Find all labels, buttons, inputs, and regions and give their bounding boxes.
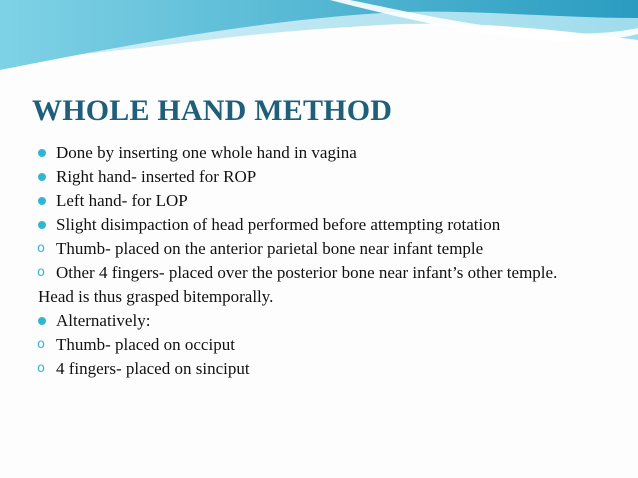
list-item-text: Left hand- for LOP xyxy=(56,191,188,210)
list-item xyxy=(32,189,622,213)
list-item xyxy=(32,165,622,189)
list-item-text: Done by inserting one whole hand in vagina xyxy=(56,143,357,162)
sub-list-item xyxy=(32,237,622,261)
list-item-text: Slight disimpaction of head performed before attempting rotation xyxy=(56,215,501,234)
bullet-circle-icon: o xyxy=(37,337,45,352)
bullet-circle-icon: o xyxy=(37,241,45,256)
content-list xyxy=(32,141,622,381)
list-item-text: Alternatively: xyxy=(56,311,151,330)
bullet-dot-icon xyxy=(38,317,46,325)
list-item xyxy=(32,309,622,333)
bullet-circle-icon: o xyxy=(37,361,45,376)
sub-list-item xyxy=(32,333,622,357)
decorative-wave-banner xyxy=(0,0,638,80)
list-item-text: 4 fingers- placed on sinciput xyxy=(56,359,250,378)
list-item-text: Thumb- placed on the anterior parietal bone near infant temple xyxy=(56,239,484,258)
list-item xyxy=(32,141,622,165)
bullet-dot-icon xyxy=(38,173,46,181)
sub-list-item xyxy=(32,261,622,285)
list-item-text: Head is thus grasped bitemporally. xyxy=(38,287,274,306)
bullet-dot-icon xyxy=(38,149,46,157)
plain-line xyxy=(32,285,622,309)
list-item-text: Right hand- inserted for ROP xyxy=(56,167,257,186)
slide-title: WHOLE HAND METHOD xyxy=(32,94,393,127)
bullet-dot-icon xyxy=(38,197,46,205)
bullet-circle-icon: o xyxy=(37,265,45,280)
list-item-text: Thumb- placed on occiput xyxy=(56,335,235,354)
list-item-text: Other 4 fingers- placed over the posterior bone near infant’s other temple. xyxy=(56,263,558,282)
sub-list-item xyxy=(32,357,622,381)
list-item xyxy=(32,213,622,237)
bullet-dot-icon xyxy=(38,221,46,229)
